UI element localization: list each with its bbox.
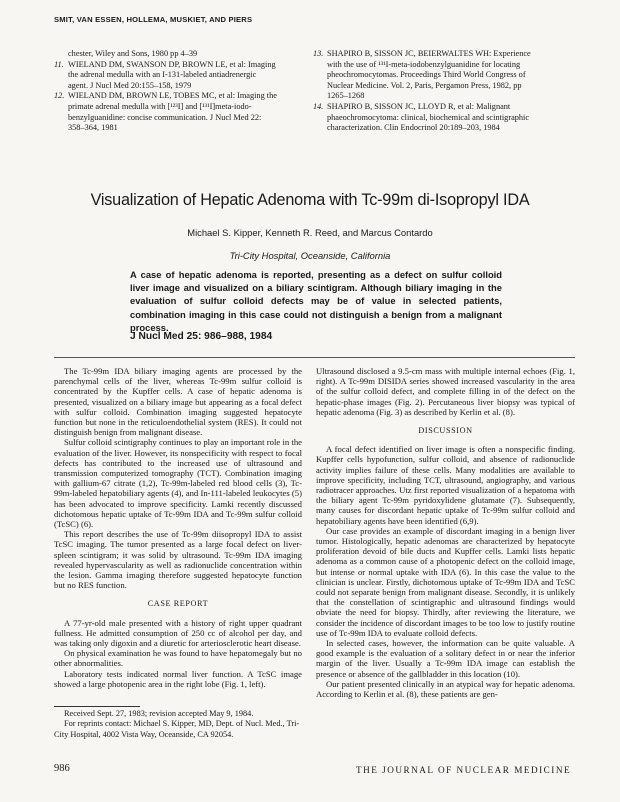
reference-number: 11. (54, 59, 64, 69)
body-paragraph: In selected cases, however, the information can be quite valuable. A good example is the evaluation of a solitary defect in or near the inferior margin of the liver. Usually a Tc-99m IDA image can establish the presence or absence of the gallbladder in this location (10). (316, 638, 575, 679)
reference-number: 14. (313, 101, 324, 111)
article-affiliation: Tri-City Hospital, Oceanside, California (229, 250, 391, 261)
reference-line: SHAPIRO B, SISSON JC, BEIERWALTES WH: Experience (327, 49, 531, 58)
page-number: 986 (54, 763, 70, 774)
reference-line: Nuclear Medicine. Vol. 2, Paris, Pergamon Press, 1982, pp (327, 80, 522, 90)
body-paragraph: Our patient presented clinically in an atypical way for hepatic adenoma. According to Kerlin et al. (8), these patients are gen- (316, 678, 575, 700)
reference-13 (313, 49, 575, 102)
references-left (54, 49, 308, 134)
body-paragraph: Our case provides an example of discordant imaging in a benign liver tumor. Histologically, hepatic adenomas are characterized by hepatocyte proliferation devoid of bile ducts and Kupffer cells. Lamki lists hepatic adenoma as a common cause of a photopenic defect on the colloid image, but intense or normal uptake with IDA (6). In this case the value to the clinician is unclear. Firstly, dichotomous uptake of Tc-99m IDA and TcSC could not separate benign from malignant disease. Secondly, it is unlikely that the constellation of scintigraphic and ultrasound findings would obviate the need for biopsy. Thirdly, after reviewing the literature, we consider the incidence of discordant images to be too low to justify routine use of Tc-99m IDA to evaluate colloid defects. (316, 525, 575, 638)
reference-line: agent. J Nucl Med 20:155–158, 1979 (68, 80, 192, 90)
reference-12 (54, 91, 308, 133)
article-title: Visualization of Hepatic Adenoma with Tc-99m di-Isopropyl IDA (90, 191, 530, 209)
reference-continuation: chester, Wiley and Sons, 1980 pp 4–39 (68, 49, 198, 58)
received-date: Received Sept. 27, 1983; revision accepted May 9, 1984. (64, 709, 254, 718)
reference-number: 12. (54, 91, 65, 101)
footnote (54, 709, 302, 740)
reprint-contact: For reprints contact: Michael S. Kipper, MD, Dept. of Nucl. Med., Tri-City Hospital, 4002 Vista Way, Oceanside, CA 92054. (54, 719, 300, 739)
references-right (313, 49, 575, 134)
reference-line: WIELAND DM, BROWN LE, TOBES MC, et al: Imaging the (68, 91, 277, 101)
reference-number: 13. (313, 49, 324, 58)
reference-line: characterization. Clin Endocrinol 20:189–203, 1984 (327, 123, 500, 133)
reference-line: SHAPIRO B, SISSON JC, LLOYD R, et al: Malignant (327, 101, 511, 111)
journal-citation: J Nucl Med 25: 986–988, 1984 (130, 331, 273, 342)
discussion-heading: DISCUSSION (418, 426, 473, 436)
article-authors: Michael S. Kipper, Kenneth R. Reed, and Marcus Contardo (187, 227, 433, 238)
reference-14 (313, 102, 575, 134)
case-report-heading: CASE REPORT (147, 599, 209, 609)
running-head: SMIT, VAN ESSEN, HOLLEMA, MUSKIET, AND PIERS (54, 15, 253, 24)
reference-line: 358–364, 1981 (68, 123, 118, 133)
reference-line: the adrenal medulla with an I-131-labeled antiadrenergic (68, 70, 257, 80)
reference-line: pheochromocytomas. Proceedings Third World Congress of (327, 70, 526, 80)
right-column (316, 366, 575, 699)
reference-line: primate adrenal medulla with [¹²³I] and [¹³¹I]meta-iodo- (68, 101, 252, 111)
footnote-rule (54, 706, 140, 707)
reference-11 (54, 60, 308, 92)
section-divider (54, 357, 575, 358)
journal-name: THE JOURNAL OF NUCLEAR MEDICINE (356, 765, 572, 775)
body-paragraph: Sulfur colloid scintigraphy continues to play an important role in the evaluation of the liver. However, its nonspecificity with respect to focal defects has contributed to the increased use of ultrasound and transmission computerized tomography (TCT). Combination imaging with gallium-67 citrate (1,2), Tc-99m-labeled red blood cells (3), Tc-99m-labeled hepatobiliary agents (4), and In-111-labeled leukocytes (5) has been advocated to improve specificity. Lamki recently discussed dichotomous hepatic uptake of Tc-99m IDA and Tc-99m sulfur colloid (TcSC) (6). (54, 437, 302, 530)
body-paragraph: A 77-yr-old male presented with a history of right upper quadrant fullness. He admitted consumption of 250 cc of alcohol per day, and was taking only digoxin and a diuretic for arteriosclerotic heart disease. (54, 617, 302, 649)
body-paragraph: This report describes the use of Tc-99m diisopropyl IDA to assist TcSC imaging. The tumor presented as a large focal defect on liver-spleen scintigram; it was solid by ultrasound. Tc-99m IDA imaging revealed hypervascularity as well as radionuclide concentration within the lesion. Gamma imaging therefore suggested hepatocyte function but no RES function. (54, 529, 302, 591)
reference-line: with the use of ¹³¹I-meta-iodobenzylguanidine for locating (327, 59, 521, 69)
body-paragraph: Ultrasound disclosed a 9.5-cm mass with multiple internal echoes (Fig. 1, right). A Tc-99m DISIDA series showed increased vascularity in the area of the sulfur colloid defect, and complete filling in of the defect on the hepatic-phase images (Fig. 2). Percutaneous liver biopsy was typical of hepatic adenoma (Fig. 3) as described by Kerlin et al. (8). (316, 366, 575, 417)
body-paragraph: The Tc-99m IDA biliary imaging agents are processed by the parenchymal cells of the liver, whereas Tc-99m sulfur colloid is concentrated by the Kupffer cells. A case of hepatic adenoma is presented, visualized on a biliary image but appearing as a focal defect with sulfur colloid. Combination imaging suggested hepatocyte function but none in the reticuloendothelial system (RES). It could not distinguish benign from malignant disease. (54, 366, 302, 438)
left-column (54, 366, 302, 689)
reference-line: WIELAND DM, SWANSON DP, BROWN LE, et al: Imaging (68, 59, 276, 69)
body-paragraph: A focal defect identified on liver image is often a nonspecific finding. Kupffer cells hypofunction, sulfur colloid, and absence of radionuclide activity implies failure of these cells. Many modalities are available to improve specificity, including TCT, ultrasound, angiography, and various radiotracer approaches. Utz first reported visualization of a hepatoma with the biliary agent Tc-99m pyridoxylidene glutamate (7). Subsequently, many causes for discordant hepatic uptake of Tc-99m sulfur colloid and hepatobiliary agents have been identified (6,9). (316, 444, 575, 526)
reference-line: phaeochromocytoma: clinical, biochemical and scintigraphic (327, 112, 530, 122)
article-abstract: A case of hepatic adenoma is reported, presenting as a defect on sulfur colloid liver image and visualized on a biliary scintigram. Although biliary imaging in the evaluation of sulfur colloid defects may be of value in selected patients, combination imaging in this case could not distinguish a benign from a malignant process. (130, 269, 502, 333)
reference-line: benzylguanidine: concise communication. J Nucl Med 22: (68, 112, 262, 122)
body-paragraph: Laboratory tests indicated normal liver function. A TcSC image showed a large photopenic area in the right lobe (Fig. 1, left). (54, 668, 302, 689)
reference-line: 1265–1268 (327, 91, 365, 101)
body-paragraph: On physical examination he was found to have hepatomegaly but no other abnormalities. (54, 648, 302, 669)
